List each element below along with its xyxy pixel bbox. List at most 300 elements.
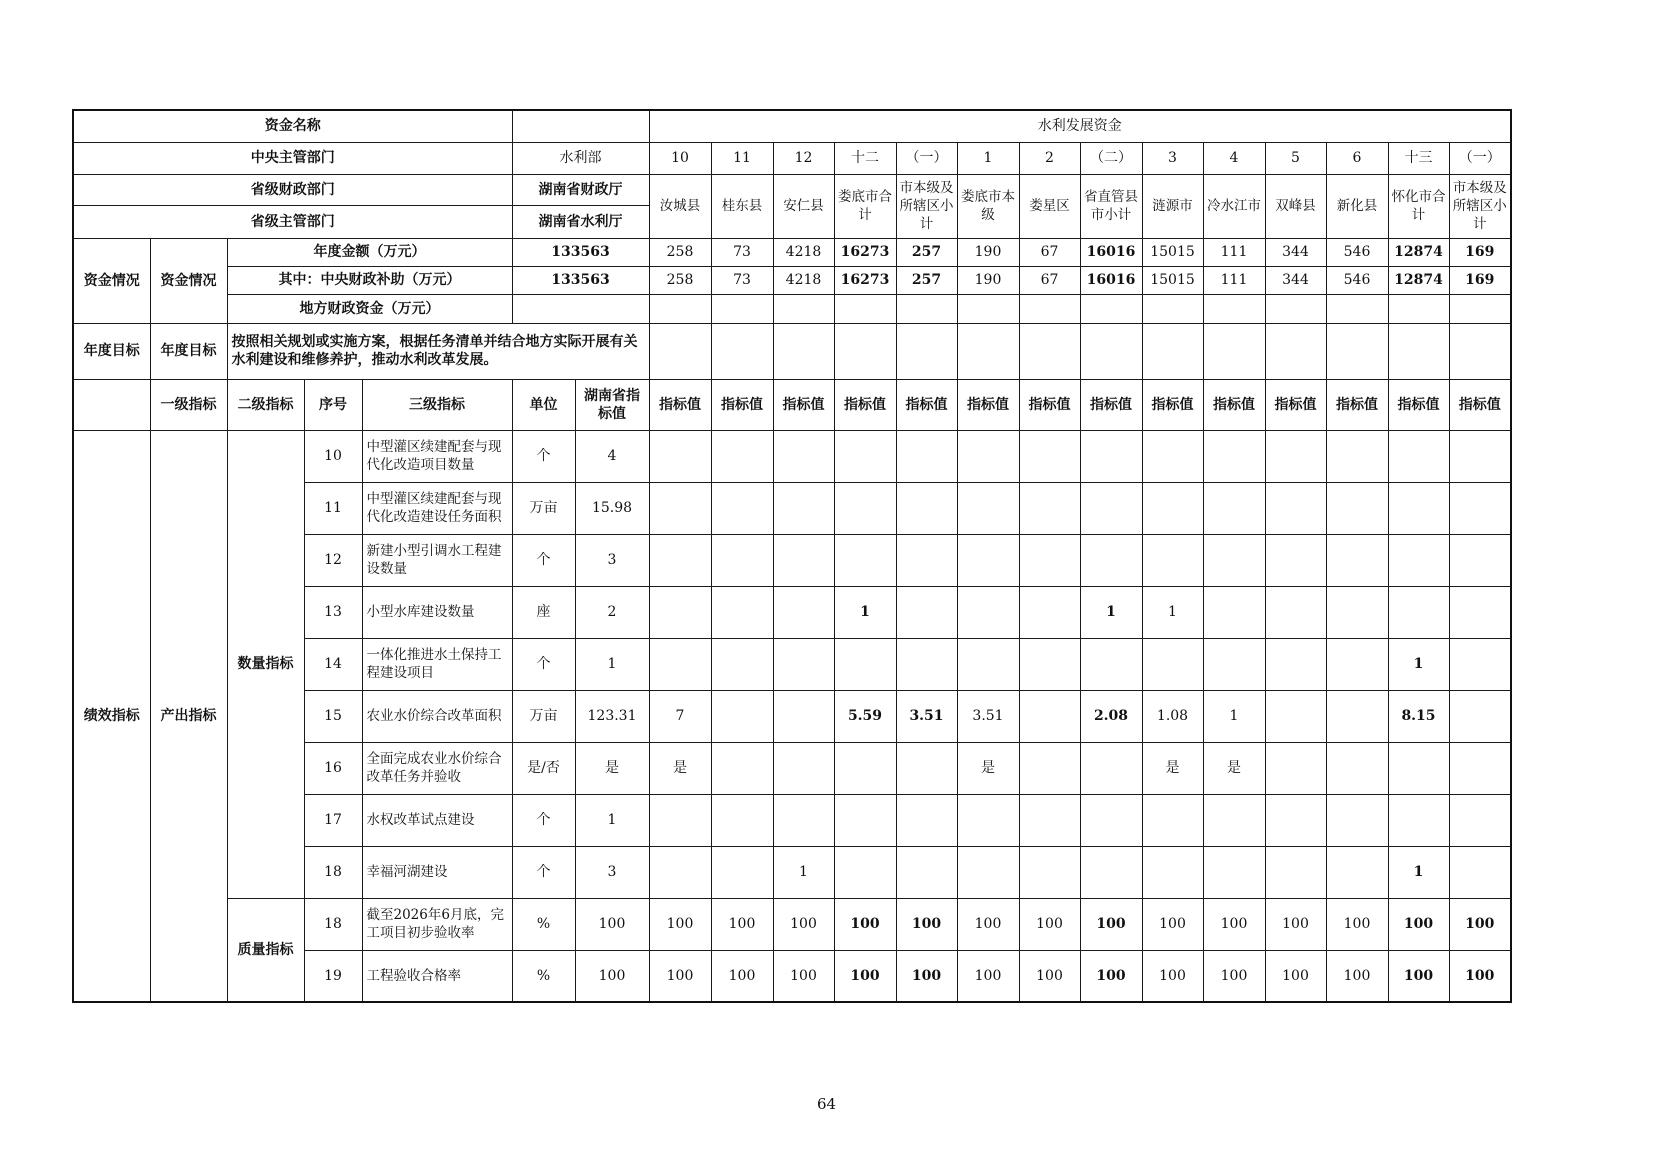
indicator-region-value: 100 [1388,950,1449,1002]
indicator-region-value: 100 [711,898,773,950]
indicator-region-value [896,534,957,586]
indicator-unit: 个 [512,638,575,690]
goal-region-cell [834,323,896,379]
region-name: 省直管县市小计 [1080,174,1142,238]
indicator-region-value [773,482,834,534]
indicator-unit: 个 [512,846,575,898]
indicator-region-value [1449,430,1511,482]
region-code: 十三 [1388,142,1449,174]
indicator-region-value [773,534,834,586]
local-funds-label: 地方财政资金（万元） [227,294,512,323]
indicator-name: 截至2026年6月底，完工项目初步验收率 [362,898,512,950]
indicator-region-value [1019,794,1080,846]
indicator-region-value [711,794,773,846]
indicator-region-value: 100 [834,950,896,1002]
quality-indicator-label: 质量指标 [227,898,304,1002]
indicator-region-value [1449,586,1511,638]
indicator-value-header: 指标值 [773,379,834,430]
indicator-region-value: 100 [957,950,1019,1002]
region-name: 市本级及所辖区小计 [1449,174,1511,238]
indicator-region-value: 100 [1265,898,1326,950]
indicator-region-value: 100 [1388,898,1449,950]
indicator-region-value: 3.51 [896,690,957,742]
indicator-value-header: 指标值 [896,379,957,430]
indicator-region-value: 1 [1142,586,1203,638]
local-funds-cell [1326,294,1388,323]
indicator-value-header: 指标值 [1203,379,1265,430]
indicator-name: 幸福河湖建设 [362,846,512,898]
indicator-region-value [1265,638,1326,690]
indicator-prov-value: 123.31 [575,690,649,742]
indicator-region-value [1326,586,1388,638]
local-funds-total [512,294,649,323]
annual-amount-row [73,238,1511,266]
annual-amount-cell: 190 [957,238,1019,266]
indicator-region-value [957,430,1019,482]
indicator-row [73,898,1511,950]
indicator-region-value [1142,846,1203,898]
indicator-region-value [773,742,834,794]
indicator-region-value: 100 [773,898,834,950]
level2-header: 二级指标 [227,379,304,430]
indicator-region-value [1326,690,1388,742]
indicator-region-value [957,482,1019,534]
region-name: 安仁县 [773,174,834,238]
indicator-region-value: 100 [1326,950,1388,1002]
unit-header: 单位 [512,379,575,430]
indicator-region-value [773,586,834,638]
annual-amount-label: 年度金额（万元） [227,238,512,266]
region-name: 双峰县 [1265,174,1326,238]
indicator-region-value: 100 [896,950,957,1002]
indicator-region-value [711,482,773,534]
indicator-region-value [1203,638,1265,690]
prov-finance-label: 省级财政部门 [73,174,512,205]
indicator-region-value: 100 [1203,950,1265,1002]
indicator-unit: 个 [512,794,575,846]
indicator-seq: 17 [304,794,362,846]
indicator-region-value [649,794,711,846]
indicator-region-value [834,794,896,846]
region-code: 十二 [834,142,896,174]
goal-region-cell [1019,323,1080,379]
central-subsidy-cell: 258 [649,266,711,294]
indicator-region-value [711,638,773,690]
indicator-name: 水权改革试点建设 [362,794,512,846]
indicator-region-value [1388,534,1449,586]
indicator-region-value [773,690,834,742]
region-name: 娄星区 [1019,174,1080,238]
indicator-region-value [1265,482,1326,534]
fund-name-row [73,110,1511,142]
indicator-prov-value: 100 [575,898,649,950]
annual-amount-cell: 16273 [834,238,896,266]
indicator-seq: 12 [304,534,362,586]
central-dept-row [73,142,1511,174]
indicator-region-value: 100 [1080,898,1142,950]
central-subsidy-cell: 12874 [1388,266,1449,294]
indicator-region-value [1080,638,1142,690]
goal-region-cell [896,323,957,379]
indicator-region-value: 1 [773,846,834,898]
indicator-unit: 座 [512,586,575,638]
indicator-region-value [1265,742,1326,794]
indicator-region-value: 100 [773,950,834,1002]
indicator-unit: % [512,898,575,950]
central-subsidy-cell: 190 [957,266,1019,294]
indicator-unit: 是/否 [512,742,575,794]
indicator-region-value [649,534,711,586]
indicator-value-header: 指标值 [1326,379,1388,430]
indicator-value-header: 指标值 [1265,379,1326,430]
indicator-region-value: 100 [649,898,711,950]
indicator-region-value [1142,794,1203,846]
indicator-region-value [1080,534,1142,586]
annual-amount-cell: 258 [649,238,711,266]
indicator-region-value [896,638,957,690]
indicator-value-header: 指标值 [711,379,773,430]
indicator-region-value [1142,482,1203,534]
indicator-region-value [1203,846,1265,898]
funding-sub-label: 资金情况 [150,238,227,323]
goal-sub-label: 年度目标 [150,323,227,379]
region-code: 11 [711,142,773,174]
indicator-region-value [834,534,896,586]
annual-amount-cell: 4218 [773,238,834,266]
local-funds-cell [834,294,896,323]
region-code: （一） [1449,142,1511,174]
region-code: 12 [773,142,834,174]
indicator-region-value: 100 [834,898,896,950]
indicator-region-value: 100 [1142,950,1203,1002]
central-subsidy-cell: 111 [1203,266,1265,294]
indicator-region-value: 100 [1080,950,1142,1002]
fund-name-value: 水利发展资金 [649,110,1511,142]
indicator-header-blank [73,379,150,430]
indicator-region-value: 是 [957,742,1019,794]
indicator-region-value [957,846,1019,898]
region-code: 6 [1326,142,1388,174]
indicator-region-value [1449,742,1511,794]
central-subsidy-cell: 169 [1449,266,1511,294]
central-subsidy-cell: 73 [711,266,773,294]
indicator-region-value [711,430,773,482]
local-funds-cell [896,294,957,323]
indicator-region-value [1019,638,1080,690]
indicator-region-value [1203,482,1265,534]
indicator-seq: 16 [304,742,362,794]
indicator-region-value: 8.15 [1388,690,1449,742]
region-name: 桂东县 [711,174,773,238]
indicator-name: 小型水库建设数量 [362,586,512,638]
central-subsidy-cell: 67 [1019,266,1080,294]
indicator-region-value [1326,534,1388,586]
indicator-region-value: 1 [1203,690,1265,742]
indicator-row [73,430,1511,482]
funding-section-label: 资金情况 [73,238,150,323]
indicator-region-value [1019,534,1080,586]
seq-header: 序号 [304,379,362,430]
indicator-region-value [957,638,1019,690]
goal-region-cell [1449,323,1511,379]
indicator-region-value: 1 [1388,846,1449,898]
region-name: 新化县 [1326,174,1388,238]
annual-amount-total: 133563 [512,238,649,266]
annual-amount-cell: 73 [711,238,773,266]
indicator-prov-value: 4 [575,430,649,482]
indicator-region-value: 100 [957,898,1019,950]
indicator-region-value [1388,794,1449,846]
indicator-name: 中型灌区续建配套与现代化改造建设任务面积 [362,482,512,534]
indicator-region-value [1142,534,1203,586]
central-subsidy-cell: 16016 [1080,266,1142,294]
indicator-region-value [711,586,773,638]
fund-name-label: 资金名称 [73,110,512,142]
goal-region-cell [1265,323,1326,379]
indicator-region-value: 1 [1080,586,1142,638]
indicator-region-value [1265,846,1326,898]
indicator-region-value [773,638,834,690]
indicator-region-value: 100 [1326,898,1388,950]
indicator-region-value [957,794,1019,846]
goal-region-cell [1142,323,1203,379]
central-subsidy-cell: 16273 [834,266,896,294]
region-name: 娄底市本级 [957,174,1019,238]
indicator-prov-value: 是 [575,742,649,794]
indicator-region-value [773,794,834,846]
indicator-region-value [1388,742,1449,794]
annual-amount-cell: 16016 [1080,238,1142,266]
central-subsidy-cell: 4218 [773,266,834,294]
indicator-region-value [896,794,957,846]
indicator-region-value [1388,430,1449,482]
indicator-region-value [1449,690,1511,742]
level3-header: 三级指标 [362,379,512,430]
indicator-prov-value: 100 [575,950,649,1002]
prov-dept-label: 省级主管部门 [73,205,512,238]
indicator-region-value [649,430,711,482]
indicator-region-value: 100 [649,950,711,1002]
indicator-region-value: 100 [1265,950,1326,1002]
indicator-seq: 10 [304,430,362,482]
indicator-value-header: 指标值 [1388,379,1449,430]
indicator-name: 农业水价综合改革面积 [362,690,512,742]
indicator-seq: 11 [304,482,362,534]
region-name: 娄底市合计 [834,174,896,238]
indicator-region-value [711,742,773,794]
indicator-region-value: 是 [1142,742,1203,794]
indicator-value-header: 指标值 [1019,379,1080,430]
prov-finance-value: 湖南省财政厅 [512,174,649,205]
local-funds-cell [1203,294,1265,323]
indicator-region-value: 是 [649,742,711,794]
indicator-region-value [1080,430,1142,482]
annual-amount-cell: 169 [1449,238,1511,266]
indicator-header-row [73,379,1511,430]
goal-region-cell [711,323,773,379]
indicator-unit: 个 [512,534,575,586]
indicator-region-value: 100 [1203,898,1265,950]
region-code: 5 [1265,142,1326,174]
goal-region-cell [649,323,711,379]
indicator-region-value [1265,794,1326,846]
local-funds-cell [1265,294,1326,323]
goal-region-cell [773,323,834,379]
level1-header: 一级指标 [150,379,227,430]
indicator-value-header: 指标值 [957,379,1019,430]
indicator-seq: 19 [304,950,362,1002]
central-dept-value: 水利部 [512,142,649,174]
indicator-value-header: 指标值 [834,379,896,430]
annual-goal-row [73,323,1511,379]
indicator-region-value [649,846,711,898]
indicator-region-value [1080,794,1142,846]
indicator-region-value [896,482,957,534]
indicator-region-value [1080,846,1142,898]
goal-text: 按照相关规划或实施方案，根据任务清单并结合地方实际开展有关水利建设和维修养护，推动水利改革发展。 [227,323,649,379]
indicator-region-value [1203,534,1265,586]
central-subsidy-cell: 546 [1326,266,1388,294]
central-subsidy-cell: 15015 [1142,266,1203,294]
region-name: 涟源市 [1142,174,1203,238]
local-funds-cell [957,294,1019,323]
local-funds-cell [1142,294,1203,323]
goal-label: 年度目标 [73,323,150,379]
indicator-region-value: 1 [1388,638,1449,690]
indicator-region-value [649,638,711,690]
annual-amount-cell: 67 [1019,238,1080,266]
indicator-region-value: 7 [649,690,711,742]
goal-region-cell [957,323,1019,379]
region-code: （一） [896,142,957,174]
goal-region-cell [1326,323,1388,379]
indicator-region-value [834,430,896,482]
region-name: 市本级及所辖区小计 [896,174,957,238]
indicator-region-value: 1.08 [1142,690,1203,742]
central-subsidy-total: 133563 [512,266,649,294]
indicator-region-value [1019,742,1080,794]
indicator-region-value [1019,482,1080,534]
quantity-indicator-label: 数量指标 [227,430,304,898]
region-code: 10 [649,142,711,174]
fund-name-blank [512,110,649,142]
region-code: 1 [957,142,1019,174]
central-subsidy-row [73,266,1511,294]
local-funds-cell [649,294,711,323]
indicator-region-value [896,742,957,794]
goal-region-cell [1203,323,1265,379]
indicator-region-value: 100 [1142,898,1203,950]
prov-dept-value: 湖南省水利厅 [512,205,649,238]
indicator-region-value [1019,586,1080,638]
indicator-region-value: 100 [1449,950,1511,1002]
indicator-unit: 万亩 [512,690,575,742]
indicator-region-value [1326,482,1388,534]
region-name: 冷水江市 [1203,174,1265,238]
indicator-region-value [1019,690,1080,742]
indicator-seq: 15 [304,690,362,742]
indicator-region-value [896,586,957,638]
annual-amount-cell: 15015 [1142,238,1203,266]
indicator-region-value [957,586,1019,638]
indicator-name: 新建小型引调水工程建设数量 [362,534,512,586]
indicator-value-header: 指标值 [1080,379,1142,430]
indicator-region-value [1265,586,1326,638]
indicator-region-value: 100 [1019,950,1080,1002]
indicator-region-value [1449,638,1511,690]
central-subsidy-cell: 344 [1265,266,1326,294]
indicator-value-header: 指标值 [1449,379,1511,430]
prov-finance-row [73,174,1511,205]
goal-region-cell [1080,323,1142,379]
local-funds-cell [711,294,773,323]
indicator-seq: 18 [304,846,362,898]
indicator-prov-value: 2 [575,586,649,638]
indicator-region-value: 2.08 [1080,690,1142,742]
indicator-region-value [1326,846,1388,898]
indicator-name: 中型灌区续建配套与现代化改造项目数量 [362,430,512,482]
central-dept-label: 中央主管部门 [73,142,512,174]
indicator-region-value: 100 [896,898,957,950]
indicator-region-value: 100 [1019,898,1080,950]
indicator-region-value [711,846,773,898]
indicator-region-value [1449,846,1511,898]
indicator-unit: % [512,950,575,1002]
local-funds-cell [1388,294,1449,323]
performance-target-table [72,109,1512,1003]
indicator-unit: 万亩 [512,482,575,534]
indicator-region-value [773,430,834,482]
indicator-region-value [1265,430,1326,482]
indicator-region-value [1080,482,1142,534]
indicator-region-value [1142,430,1203,482]
indicator-region-value [1203,794,1265,846]
indicator-region-value [649,586,711,638]
indicator-region-value [711,534,773,586]
indicator-region-value: 1 [834,586,896,638]
indicator-region-value [1326,794,1388,846]
indicator-region-value [1019,846,1080,898]
indicator-region-value [1449,794,1511,846]
indicator-region-value: 100 [1449,898,1511,950]
goal-region-cell [1388,323,1449,379]
central-subsidy-label: 其中：中央财政补助（万元） [227,266,512,294]
indicator-region-value [1388,482,1449,534]
indicator-region-value [834,742,896,794]
indicator-region-value [711,690,773,742]
indicator-region-value [1019,430,1080,482]
indicator-prov-value: 1 [575,794,649,846]
region-code: （二） [1080,142,1142,174]
indicator-region-value [1326,742,1388,794]
region-name: 怀化市合计 [1388,174,1449,238]
indicator-seq: 13 [304,586,362,638]
indicator-region-value [896,430,957,482]
region-code: 4 [1203,142,1265,174]
indicator-region-value [834,846,896,898]
annual-amount-cell: 257 [896,238,957,266]
indicator-region-value [1265,534,1326,586]
indicator-region-value [1326,638,1388,690]
indicator-region-value [1449,534,1511,586]
indicator-region-value [1388,586,1449,638]
indicator-region-value [834,482,896,534]
annual-amount-cell: 12874 [1388,238,1449,266]
indicator-value-header: 指标值 [1142,379,1203,430]
indicator-prov-value: 3 [575,534,649,586]
indicator-region-value: 3.51 [957,690,1019,742]
central-subsidy-cell: 257 [896,266,957,294]
